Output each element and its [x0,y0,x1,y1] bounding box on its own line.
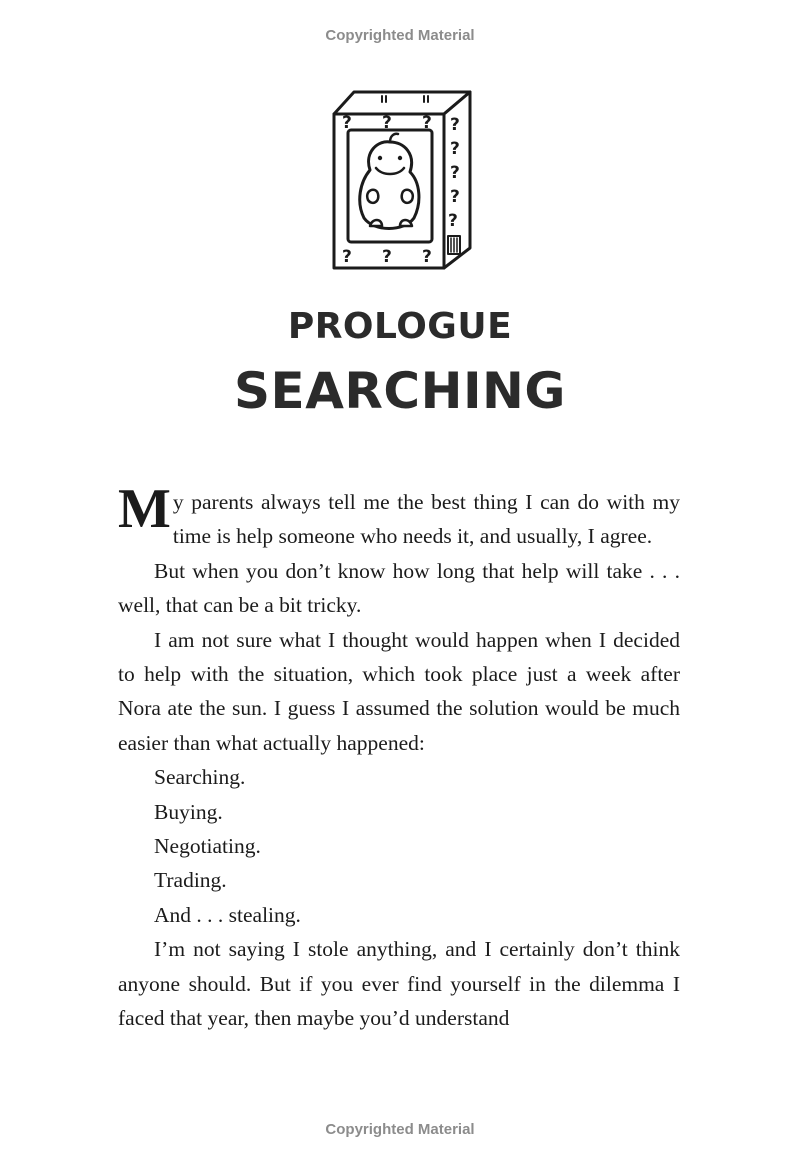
paragraph: But when you don’t know how long that help will take . . . well, that can be a bit tricky. [118,558,680,618]
paragraph: Searching. [154,765,246,790]
paragraph: Trading. [154,868,227,893]
svg-text:?: ? [382,247,392,267]
paragraph: My parents always tell me the best thing I can do with my time is help someone who needs it, and usually, I agree. [118,478,680,549]
svg-text:?: ? [382,113,392,133]
mystery-box-icon [324,86,476,276]
paragraph: Negotiating. [154,834,261,859]
svg-text:?: ? [450,187,460,207]
svg-text:?: ? [448,211,458,231]
svg-text:?: ? [422,247,432,267]
chapter-label: PROLOGUE [287,306,513,347]
svg-text:?: ? [342,247,352,267]
chapter-title: SEARCHING [234,362,566,420]
copyright-watermark-top: Copyrighted Material [325,27,475,44]
paragraph: Buying. [154,799,223,824]
body-text [118,478,680,1036]
copyright-watermark-bottom: Copyrighted Material [325,1121,475,1138]
paragraph: I’m not saying I stole anything, and I certainly don’t think anyone should. But if you ever find yourself in the dilemma I faced that year, then maybe you’d understand [118,937,680,1031]
drop-cap: M [118,478,171,540]
svg-text:?: ? [450,115,460,135]
svg-text:?: ? [450,163,460,183]
svg-text:?: ? [342,113,352,133]
paragraph: I am not sure what I thought would happen when I decided to help with the situation, which took place just a week after Nora ate the sun. I guess I assumed the solution would be much easier than what actually happened: [118,627,680,755]
svg-text:?: ? [450,139,460,159]
paragraph: And . . . stealing. [154,902,301,927]
svg-text:?: ? [422,113,432,133]
